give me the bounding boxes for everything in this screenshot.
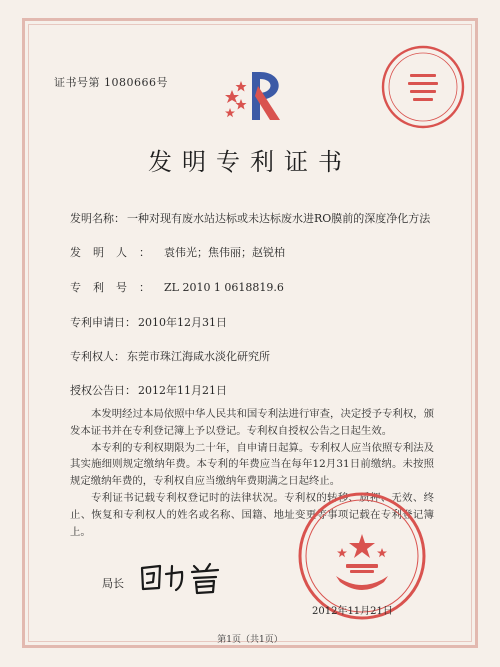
grant-date-row [70, 382, 227, 398]
patent-number-row [70, 279, 284, 295]
page-footer: 第1页（共1页） [217, 635, 283, 645]
inventor-value: 袁伟光；焦伟丽；赵锐柏 [164, 246, 285, 259]
invention-name-value: 一种对现有废水站达标或未达标废水进RO膜前的深度净化方法 [127, 212, 431, 225]
patentee-value: 东莞市珠江海咸水淡化研究所 [127, 350, 270, 363]
patent-office-logo [222, 66, 292, 126]
certificate-number-value: 1080666 [104, 76, 157, 89]
certificate-number-label: 证书号第 [54, 76, 100, 89]
inventor-label: 发明人： [70, 246, 162, 259]
patentee-label: 专利权人： [70, 350, 125, 363]
filing-date-row [70, 314, 227, 330]
page-title: 发明专利证书 [148, 148, 352, 176]
patent-number-label: 专利号： [70, 281, 162, 294]
invention-name-row [70, 210, 430, 226]
signature-title: 局长 [102, 577, 124, 590]
certificate-number-suffix: 号 [156, 76, 168, 89]
handwritten-signature [136, 556, 228, 596]
filing-date-label: 专利申请日： [70, 316, 136, 329]
patentee-row [70, 348, 270, 364]
grant-date-value: 2012年11月21日 [138, 384, 227, 397]
certificate-number [54, 74, 168, 90]
invention-name-label: 发明名称： [70, 212, 125, 225]
body-paragraph: 本发明经过本局依照中华人民共和国专利法进行审查，决定授予专利权，颁发本证书并在专利登记簿上予以登记。专利权自授权公告之日起生效。 [70, 408, 434, 437]
grant-date-label: 授权公告日： [70, 384, 136, 397]
filing-date-value: 2010年12月31日 [138, 316, 227, 329]
agency-stamp [380, 44, 466, 130]
seal-date: 2012年11月21日 [312, 606, 393, 617]
patent-number-value: ZL 2010 1 0618819.6 [164, 281, 284, 294]
inventor-row [70, 244, 285, 260]
body-paragraph: 专利证书记载专利权登记时的法律状况。专利权的转移、质押、无效、终止、恢复和专利权人的姓名或名称、国籍、地址变更等事项记载在专利登记簿上。 [70, 491, 434, 538]
body-paragraph: 本专利的专利权期限为二十年，自申请日起算。专利权人应当依照专利法及其实施细则规定缴纳年费。本专利的年费应当在每年12月31日前缴纳。未按照规定缴纳年费的，专利权自应当缴纳年费期满之日起终止。 [70, 441, 434, 488]
